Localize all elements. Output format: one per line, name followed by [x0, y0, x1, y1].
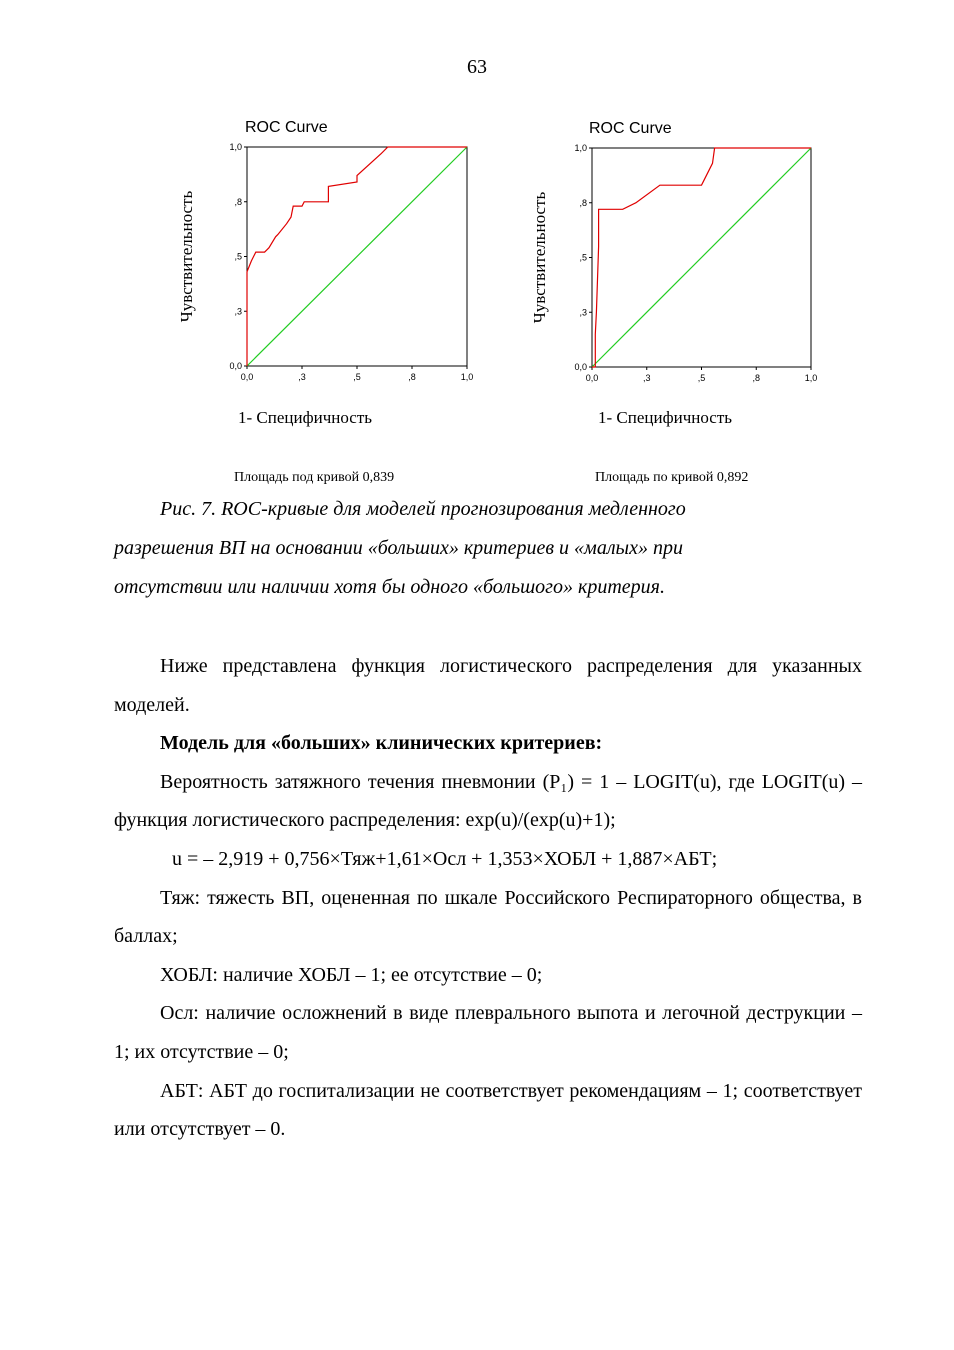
y-tick-label: 1,0 — [574, 143, 587, 153]
chart-title: ROC Curve — [245, 119, 328, 136]
auc-label: Площадь по кривой 0,892 — [595, 470, 749, 485]
auc-label: Площадь под кривой 0,839 — [234, 470, 395, 485]
section-heading: Модель для «больших» клинических критериев: — [160, 732, 603, 755]
roc-figure — [160, 112, 860, 492]
x-axis-label: 1- Специфичность — [598, 408, 732, 427]
y-tick-label: ,3 — [579, 307, 587, 318]
paragraph-antibiotics: АБТ: АБТ до госпитализации не соответствует рекомендациям – 1; соответствует или отсутствует – 0. — [114, 1079, 862, 1141]
x-tick-label: 1,0 — [804, 373, 818, 383]
body-text — [114, 647, 862, 1149]
page-number: 63 — [467, 56, 487, 78]
figure-caption — [114, 490, 862, 607]
x-tick-label: 1,0 — [460, 372, 474, 382]
paragraph-complications: Осл: наличие осложнений в виде плеврального выпота и легочной деструкции – 1; их отсутствие – 0; — [114, 1002, 862, 1063]
chart-title: ROC Curve — [589, 120, 672, 137]
y-tick-label: ,8 — [579, 197, 587, 208]
y-tick-label: 1,0 — [229, 142, 242, 152]
x-tick-label: ,8 — [752, 373, 761, 383]
reference-diagonal-line — [592, 148, 811, 367]
paragraph-severity: Тяж: тяжесть ВП, оцененная по шкале Российского Респираторного общества, в баллах; — [114, 886, 862, 948]
x-tick-label: ,5 — [353, 372, 361, 382]
formula: u = – 2,919 + 0,756×Тяж+1,61×Осл + 1,353×ХОБЛ + 1,887×АБТ; — [172, 847, 718, 870]
x-axis-label: 1- Специфичность — [238, 408, 372, 427]
caption-line: отсутствии или наличии хотя бы одного «большого» критерия. — [114, 576, 665, 598]
x-tick-label: 0,0 — [240, 372, 254, 382]
roc-charts-svg — [160, 112, 860, 492]
x-tick-label: ,8 — [408, 372, 416, 382]
x-tick-label: ,3 — [298, 372, 306, 382]
y-tick-label: 0,0 — [229, 361, 242, 371]
y-tick-label: ,3 — [234, 306, 242, 317]
paragraph-intro: Ниже представлена функция логистического распределения для указанных моделей. — [114, 655, 862, 716]
x-tick-label: 0,0 — [585, 373, 599, 383]
x-tick-label: ,3 — [642, 373, 651, 383]
x-tick-label: ,5 — [697, 373, 706, 383]
y-tick-label: ,5 — [579, 252, 587, 263]
caption-line: Рис. 7. ROC-кривые для моделей прогнозирования медленного — [160, 498, 686, 520]
y-tick-label: 0,0 — [574, 362, 587, 372]
y-axis-label: Чувствительность — [177, 190, 196, 323]
y-tick-label: ,8 — [234, 196, 242, 207]
paragraph-copd: ХОБЛ: наличие ХОБЛ – 1; ее отсутствие – 0; — [160, 963, 543, 986]
y-axis-label: Чувствительность — [530, 191, 549, 324]
caption-line: разрешения ВП на основании «больших» критериев и «малых» при — [114, 537, 683, 559]
y-tick-label: ,5 — [234, 251, 242, 262]
paragraph-probability: Вероятность затяжного течения пневмонии (P₁) = 1 – LOGIT(u), где LOGIT(u) – функция логистического распределения: exp(u)/(exp(u)+1); — [114, 770, 862, 832]
